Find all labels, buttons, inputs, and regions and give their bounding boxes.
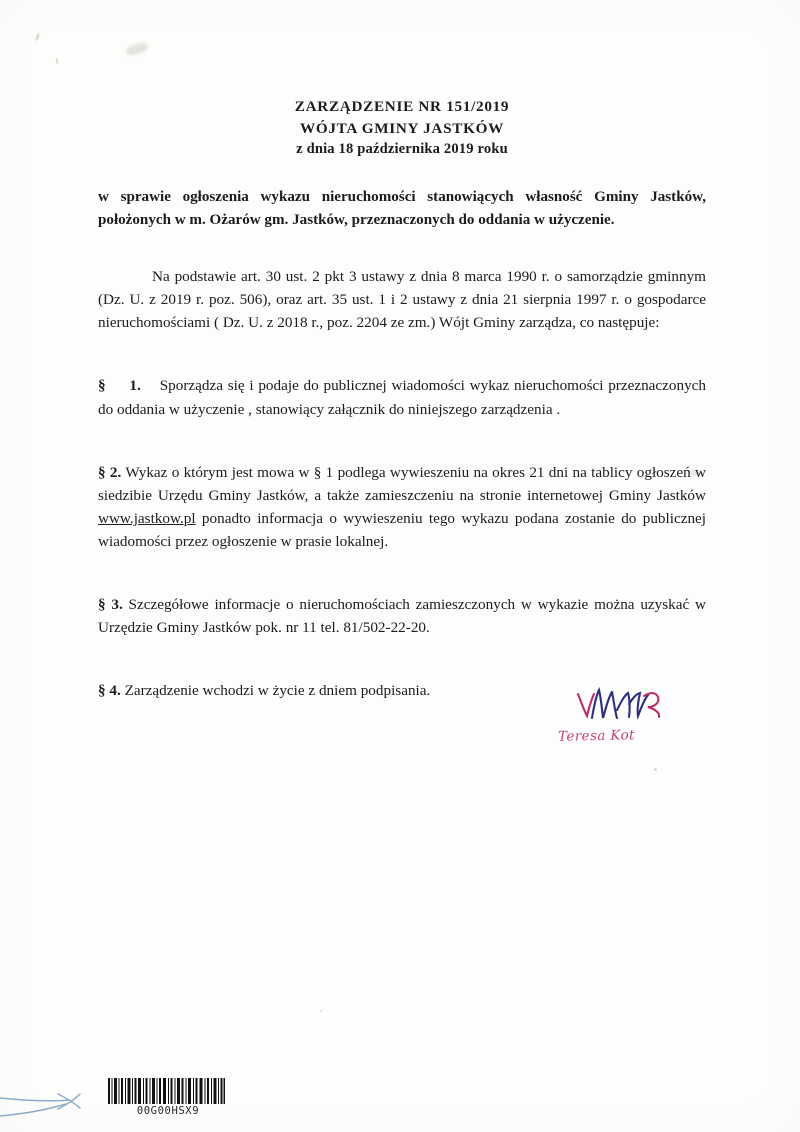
document-subject: w sprawie ogłoszenia wykazu nieruchomości stanowiących własność Gminy Jastków, położonych w m. Ożarów gm. Jastków, przeznaczonych do oddania w użyczenie.: [98, 188, 706, 228]
title-line-3: z dnia 18 października 2019 roku: [296, 141, 508, 158]
section-3: [98, 593, 706, 639]
section-2-mark: § 2.: [98, 463, 122, 481]
section-1-number: 1.: [129, 377, 141, 395]
scan-speck: [320, 1010, 322, 1012]
signature-name: Teresa Kot: [557, 727, 636, 745]
stray-pen-mark: [0, 1070, 130, 1132]
section-1-first-line: Sporządza się i podaje do publicznej wiadomości wykaz: [159, 377, 510, 395]
barcode-value: 00G00HSX9: [136, 1105, 200, 1117]
section-1-body: nieruchomości przeznaczonych do oddania w użyczenie , stanowiący załącznik do niniejszego zarządzenia .: [98, 377, 706, 418]
section-4-mark: § 4.: [98, 682, 121, 700]
section-2-text-after-link: ponadto informacja o wywieszeniu tego wykazu podana zostanie do publicznej wiadomości przez ogłoszenie w prasie lokalnej.: [98, 509, 706, 550]
section-2: [98, 461, 706, 553]
section-1: [98, 374, 706, 420]
section-4-text: Zarządzenie wchodzi w życie z dniem podpisania.: [124, 682, 431, 700]
jastkow-website-link[interactable]: www.jastkow.pl: [98, 509, 196, 527]
document-preamble: Na podstawie art. 30 ust. 2 pkt 3 ustawy z dnia 8 marca 1990 r. o samorządzie gminnym (Dz. U. z 2019 r. poz. 506), oraz art. 35 ust. 1 i 2 ustawy z dnia 21 sierpnia 1997 r. o gospodarce nieruchomościami ( Dz. U. z 2018 r., poz. 2204 ze zm.) Wójt Gminy zarządza, co następuje:: [98, 268, 706, 332]
section-2-text-before-link: Wykaz o którym jest mowa w § 1 podlega wywieszeniu na okres 21 dni na tablicy ogłoszeń w siedzibie Urzędu Gminy Jastków, a także zamieszczeniu na stronie internetowej Gminy Jastków: [98, 463, 707, 504]
section-3-mark: § 3.: [98, 596, 123, 613]
scan-speck: [55, 58, 58, 64]
section-1-mark: §: [98, 377, 106, 395]
scan-speck: [35, 33, 41, 42]
scan-smudge: [125, 41, 149, 57]
title-line-2: WÓJTA GMINY JASTKÓW: [299, 119, 504, 137]
signature-area: [520, 680, 710, 780]
title-line-1: ZARZĄDZENIE NR 151/2019: [294, 98, 510, 115]
document-text-column: [98, 96, 706, 702]
document-title: [98, 96, 706, 160]
section-3-text: Szczegółowe informacje o nieruchomościach zamieszczonych w wykazie można uzyskać w Urzędzie Gminy Jastków pok. nr 11 tel. 81/502-22-20.: [98, 596, 706, 637]
